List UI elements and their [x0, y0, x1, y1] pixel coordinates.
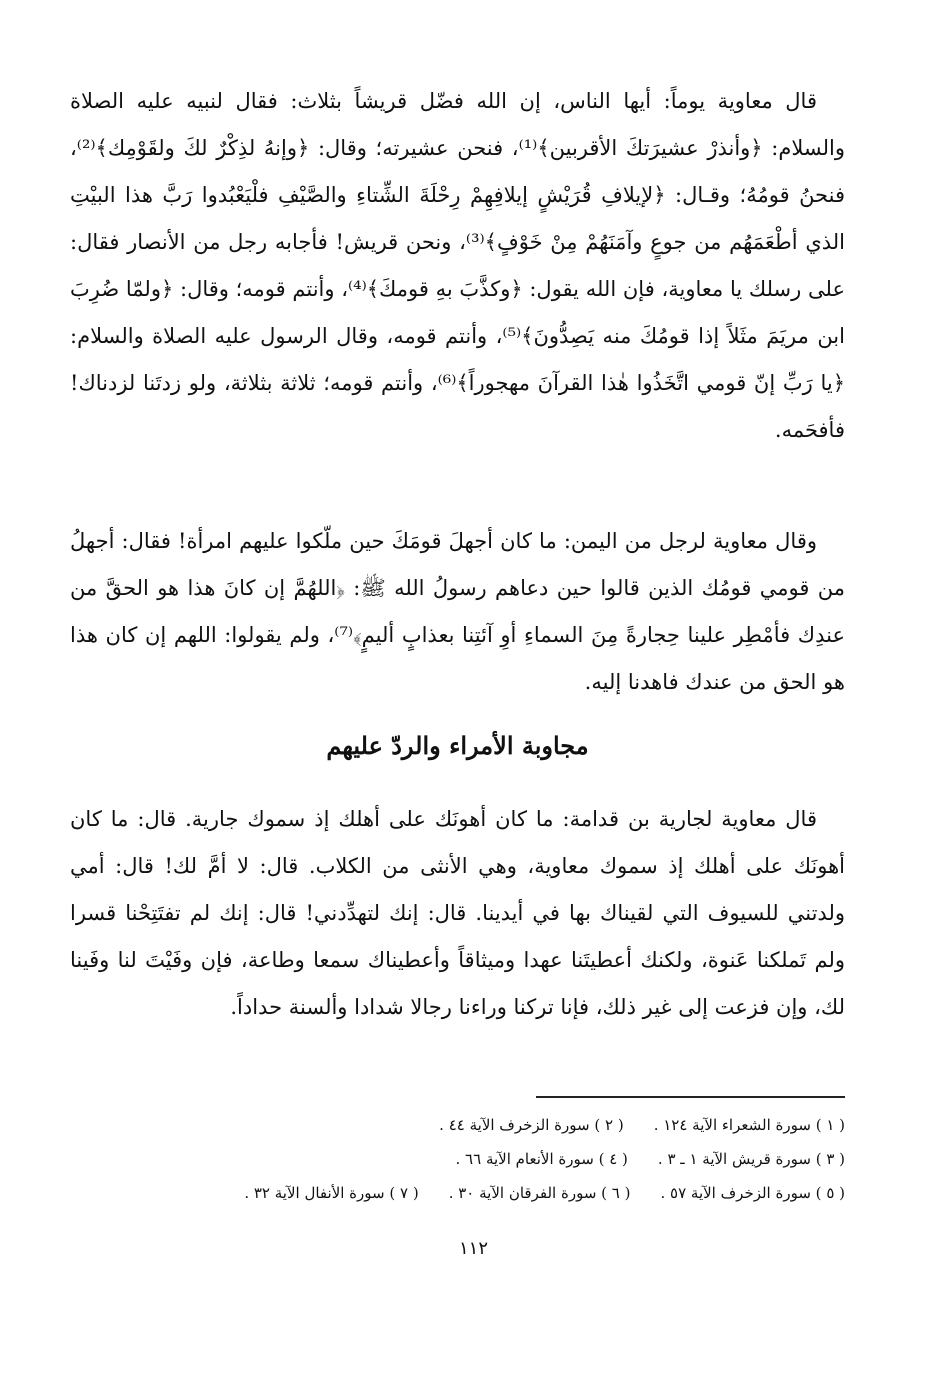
footnote-5: ( ٥ ) سورة الزخرف الآية ٥٧ .: [660, 1184, 845, 1202]
paragraph-quraysh-virtues: [70, 78, 845, 454]
footnotes: [70, 1108, 845, 1210]
paragraph-jariya-ibn-qudama: [70, 796, 845, 1031]
footnote-row: [70, 1142, 845, 1176]
footnote-6: ( ٦ ) سورة الفرقان الآية ٣٠ .: [448, 1184, 631, 1202]
page-number: ١١٢: [458, 1238, 488, 1259]
footnote-separator: [536, 1096, 845, 1098]
section-heading: مجاوبة الأمراء والردّ عليهم: [326, 731, 589, 760]
paragraph-text: قال معاوية يوماً: أيها الناس، إن الله فضّل قريشاً بثلاث: فقال لنبيه عليه الصلاة والسلام: ﴿وأنذرْ عشيرَتكَ الأقربين﴾⁽¹⁾، فنحن عشيرته؛ وقال: ﴿وإنهُ لذِكْرٌ لكَ ولقَوْمِك﴾⁽²⁾، فنحنُ قومُهُ؛ وقـال: ﴿لإيلافِ قُرَيْشٍ إيلافِهِمْ رِحْلَةَ الشِّتاءِ والصَّيْفِ فلْيَعْبُدوا رَبَّ هذا البيْتِ الذي أطْعَمَهُم من جوعٍ وآمَنَهُمْ مِنْ خَوْفٍ﴾⁽³⁾، ونحن قريش! فأجابه رجل من الأنصار فقال: على رسلك يا معاوية، فإن الله يقول: ﴿وكذَّبَ بهِ قومكَ﴾⁽⁴⁾، وأنتم قومه؛ وقال: ﴿ولمّا ضُرِبَ ابن مريَمَ مثَلاً إذا قومُكَ منه يَصِدُّونَ﴾⁽⁵⁾، وأنتم قومه، وقال الرسول عليه الصلاة والسلام: ﴿يا رَبِّ إنّ قومي اتَّخَذُوا هٰذا القرآنَ مهجوراً﴾⁽⁶⁾، وأنتم قومه؛ ثلاثة بثلاثة، ولو زدتَنا لزدناك! فأفحَمه.: [70, 89, 846, 442]
paragraph-yemeni-reply: [70, 518, 845, 706]
footnote-row: [70, 1176, 845, 1210]
paragraph-text: وقال معاوية لرجل من اليمن: ما كان أجهلَ قومَكَ حين ملّكوا عليهم امرأة! فقال: أجهلُ من قومي قومُك الذين قالوا حين دعاهم رسولُ الله ﷺ: ﴿اللهُمَّ إن كانَ هذا هو الحقَّ من عندِك فأمْطِر علينا حِجارةً مِنَ السماءِ أوِ آئتِنا بعذابٍ أليمٍ﴾⁽⁷⁾، ولم يقولوا: اللهم إن كان هذا هو الحق من عندك فاهدنا إليه.: [70, 529, 845, 694]
footnote-4: ( ٤ ) سورة الأنعام الآية ٦٦ .: [455, 1150, 628, 1168]
footnote-1: ( ١ ) سورة الشعراء الآية ١٢٤ .: [653, 1116, 845, 1134]
footnote-7: ( ٧ ) سورة الأنفال الآية ٣٢ .: [244, 1184, 419, 1202]
footnote-2: ( ٢ ) سورة الزخرف الآية ٤٤ .: [439, 1116, 624, 1134]
paragraph-text: قال معاوية لجارية بن قدامة: ما كان أهونَك على أهلك إذ سموك جارية. قال: ما كان أهونَك على أهلك إذ سموك معاوية، وهي الأنثى من الكلاب. قال: لا أمَّ لك! قال: أمي ولدتني للسيوف التي لقيناك بها في أيدينا. قال: إنك لتهدِّدني! قال: إنك لم تفتَتِحْنا قسرا ولم تَملكنا عَنوة، ولكنك أعطيتَنا عهدا وميثاقاً وأعطيناك سمعا وطاعة، فإن وفَيْتَ لنا وفَينا لك، وإن فزعت إلى غير ذلك، فإنا تركنا وراءنا رجالا شدادا وألسنة حداداً.: [70, 807, 845, 1019]
footnote-row: [70, 1108, 845, 1142]
footnote-3: ( ٣ ) سورة قريش الآية ١ ـ ٣ .: [657, 1150, 845, 1168]
